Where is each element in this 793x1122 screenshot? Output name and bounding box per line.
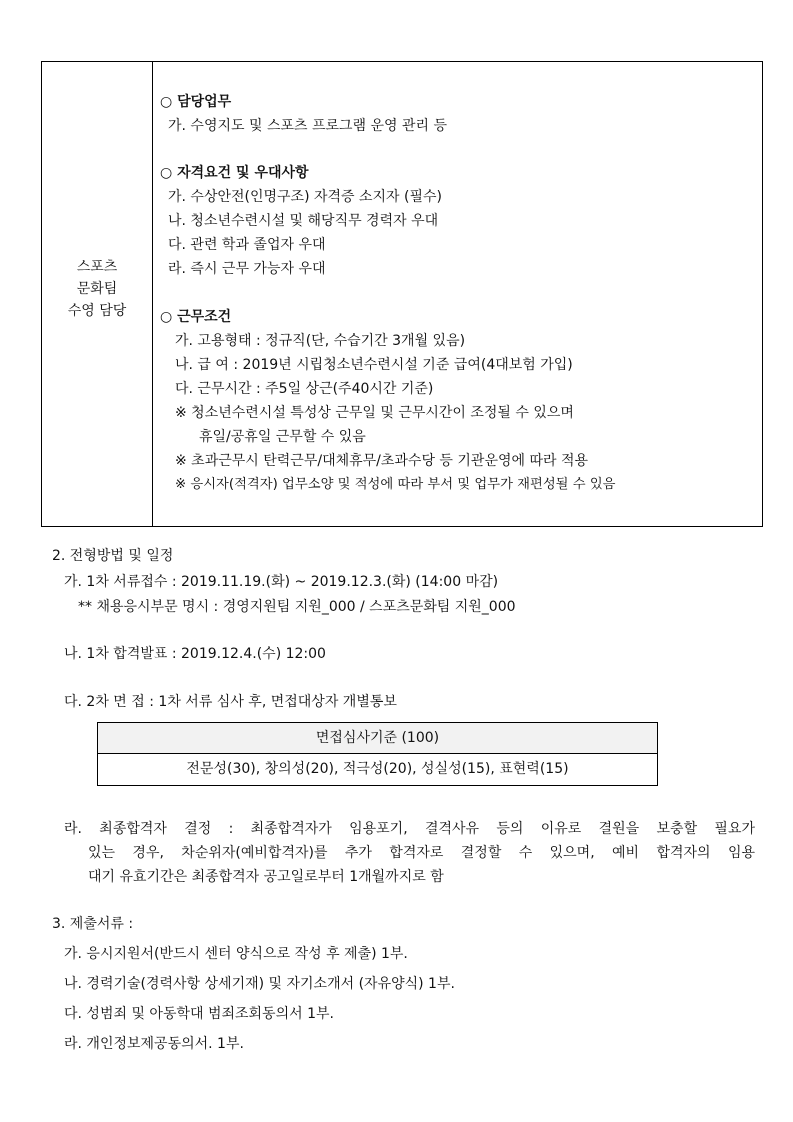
conditions-heading: ○ 근무조건 <box>160 309 232 325</box>
document-item: 다. 성범죄 및 아동학대 범죄조회동의서 1부. <box>64 1006 334 1022</box>
screening-step-d: 라. 최종합격자 결정 : 최종합격자가 임용포기, 결격사유 등의 이유로 결원을 보충할 필요가 <box>64 821 755 837</box>
screening-step-c: 다. 2차 면 접 : 1차 서류 심사 후, 면접대상자 개별통보 <box>64 694 397 710</box>
conditions-note: ※ 응시자(적격자) 업무소양 및 적성에 따라 부서 및 업무가 재편성될 수 있음 <box>175 477 616 492</box>
document-item: 나. 경력기술(경력사항 상세기재) 및 자기소개서 (자유양식) 1부. <box>64 976 455 992</box>
document-item: 가. 응시지원서(반드시 센터 양식으로 작성 후 제출) 1부. <box>64 946 408 962</box>
section3-title: 3. 제출서류 : <box>52 916 134 932</box>
qualifications-item: 가. 수상안전(인명구조) 자격증 소지자 (필수) <box>168 189 443 205</box>
screening-step-a: 가. 1차 서류접수 : 2019.11.19.(화) ~ 2019.12.3.(화) (14:00 마감) <box>64 574 499 590</box>
conditions-note: ※ 청소년수련시설 특성상 근무일 및 근무시간이 조정될 수 있으며 <box>175 405 574 421</box>
department-cell <box>42 256 152 322</box>
qualifications-item: 라. 즉시 근무 가능자 우대 <box>168 261 326 277</box>
section2-title: 2. 전형방법 및 일정 <box>52 548 174 564</box>
qualifications-item: 다. 관련 학과 졸업자 우대 <box>168 237 326 253</box>
screening-step-d-cont: 대기 유효기간은 최종합격자 공고일로부터 1개월까지로 함 <box>88 869 444 885</box>
document-item: 라. 개인정보제공동의서. 1부. <box>64 1036 244 1052</box>
duties-item: 가. 수영지도 및 스포츠 프로그램 운영 관리 등 <box>168 118 448 134</box>
conditions-note: 휴일/공휴일 근무할 수 있음 <box>199 429 366 445</box>
table-divider <box>152 62 153 526</box>
department-line: 문화팀 <box>76 281 118 297</box>
conditions-item: 나. 급 여 : 2019년 시립청소년수련시설 기준 급여(4대보험 가입) <box>175 357 573 373</box>
department-line: 스포츠 <box>76 259 118 275</box>
conditions-item: 다. 근무시간 : 주5일 상근(주40시간 기준) <box>175 381 434 397</box>
screening-step-d-cont: 있는 경우, 차순위자(예비합격자)를 추가 합격자로 결정할 수 있으며, 예비 합격자의 임용 <box>88 845 755 861</box>
application-note: ** 채용응시부문 명시 : 경영지원팀 지원_000 / 스포츠문화팀 지원_000 <box>78 599 516 615</box>
interview-criteria-table <box>97 722 658 786</box>
criteria-header: 면접심사기준 (100) <box>98 723 657 754</box>
job-table <box>41 61 763 527</box>
conditions-note: ※ 초과근무시 탄력근무/대체휴무/초과수당 등 기관운영에 따라 적용 <box>175 453 589 469</box>
qualifications-heading: ○ 자격요건 및 우대사항 <box>160 165 309 181</box>
screening-step-b: 나. 1차 합격발표 : 2019.12.4.(수) 12:00 <box>64 646 326 662</box>
conditions-item: 가. 고용형태 : 정규직(단, 수습기간 3개월 있음) <box>175 333 466 349</box>
duties-heading: ○ 담당업무 <box>160 94 232 110</box>
department-line: 수영 담당 <box>67 303 127 319</box>
qualifications-item: 나. 청소년수련시설 및 해당직무 경력자 우대 <box>168 213 439 229</box>
criteria-values: 전문성(30), 창의성(20), 적극성(20), 성실성(15), 표현력(15) <box>186 761 569 777</box>
